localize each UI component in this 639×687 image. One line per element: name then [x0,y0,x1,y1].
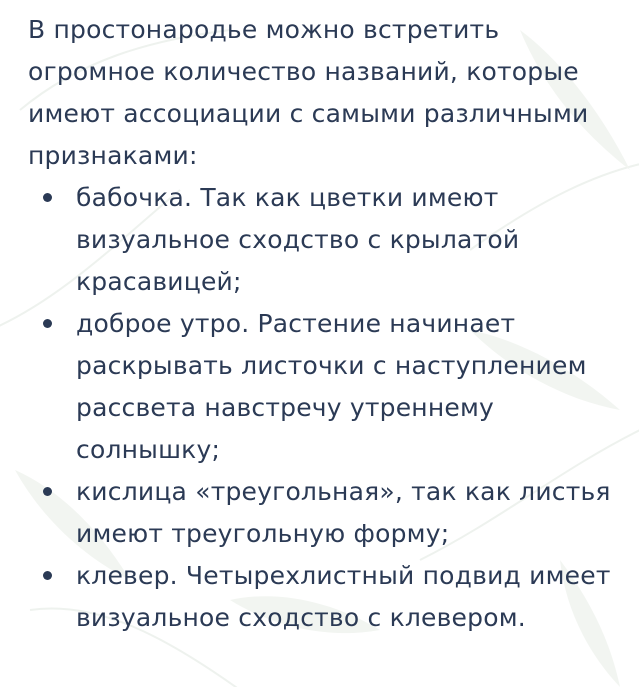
bullet-icon [43,487,52,496]
list-item-text: бабочка. Так как цветки имеют визуальное сходство с крылатой красавицей; [76,183,520,296]
list-item [28,177,628,303]
names-list [28,177,628,639]
list-item-text: доброе утро. Растение начинает раскрывать листочки с наступлением рассвета навстречу утреннему солнышку; [76,309,587,464]
intro-paragraph: В простонародье можно встретить огромное количество названий, которые имеют ассоциации с самыми различными признаками: [28,15,589,170]
list-item-text: кислица «треугольная», так как листья имеют треугольную форму; [76,477,611,548]
bullet-icon [43,193,52,202]
bullet-icon [43,319,52,328]
list-item [28,471,628,555]
list-item [28,303,628,471]
list-item-text: клевер. Четырехлистный подвид имеет визуальное сходство с клевером. [76,561,611,632]
list-item [28,555,628,639]
bullet-icon [43,571,52,580]
